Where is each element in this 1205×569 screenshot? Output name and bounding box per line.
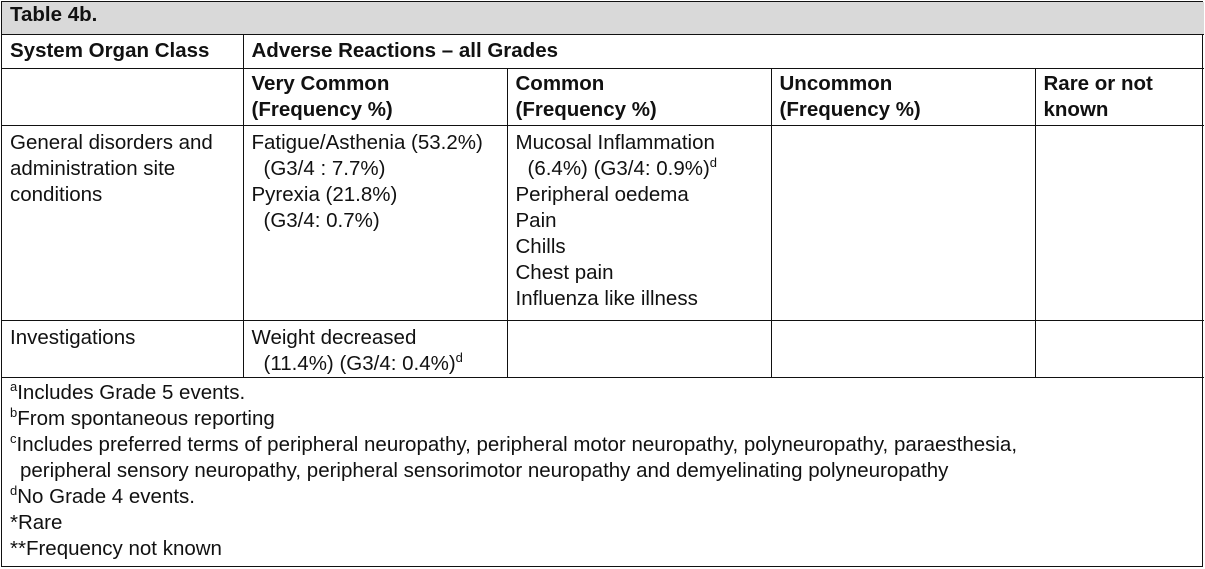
- footnotes: [2, 378, 1204, 563]
- header-rare: [1035, 69, 1204, 126]
- common-cell: [507, 321, 771, 378]
- footnote: [10, 432, 1196, 458]
- reaction-text: Mucosal Inflammation: [515, 131, 715, 154]
- footnote: [10, 406, 1196, 432]
- header-common: [507, 69, 771, 126]
- table-row: [2, 321, 1204, 378]
- reaction-text: Chest pain: [515, 261, 614, 284]
- table-title: Table 4b.: [2, 2, 1204, 35]
- footnote-continuation: [10, 458, 1196, 484]
- footnote-marker: d: [709, 155, 718, 171]
- table-row: [2, 126, 1204, 321]
- common-cell: [507, 126, 771, 321]
- footnote-text: *Rare: [10, 511, 63, 534]
- very-common-cell: [243, 321, 507, 378]
- soc-text: administration site: [10, 157, 176, 180]
- footnote-marker: b: [10, 405, 18, 421]
- very-common-cell: [243, 126, 507, 321]
- footnote-text: peripheral sensory neuropathy, peripheral sensorimotor neuropathy and demyelinating polyneuropathy: [20, 459, 949, 482]
- header-very-common-unit: (Frequency %): [251, 98, 393, 121]
- uncommon-cell: [771, 126, 1035, 321]
- reaction-text: (G3/4: 0.7%): [263, 209, 380, 232]
- header-uncommon-label: Uncommon: [779, 72, 893, 95]
- rare-cell: [1035, 126, 1204, 321]
- reaction-text: Weight decreased: [251, 326, 417, 349]
- footnote-text: No Grade 4 events.: [17, 485, 195, 508]
- reaction-text: (G3/4 : 7.7%): [263, 157, 386, 180]
- reaction-text: (6.4%) (G3/4: 0.9%): [527, 157, 710, 180]
- adverse-reactions-table-container: [1, 1, 1203, 567]
- footnote: [10, 380, 1196, 406]
- footnote-marker: c: [10, 431, 17, 447]
- header-very-common: [243, 69, 507, 126]
- reaction-text: Pain: [515, 209, 557, 232]
- footnote: [10, 510, 1196, 536]
- reaction-text: (11.4%) (G3/4: 0.4%): [263, 352, 456, 375]
- footnote-text: **Frequency not known: [10, 537, 222, 560]
- reaction-text: Fatigue/Asthenia (53.2%): [251, 131, 483, 154]
- footnote-text: Includes preferred terms of peripheral neuropathy, peripheral motor neuropathy, polyneuropathy, paraesthesia,: [16, 433, 1018, 456]
- header-common-unit: (Frequency %): [515, 98, 657, 121]
- header-uncommon-unit: (Frequency %): [779, 98, 921, 121]
- rare-cell: [1035, 321, 1204, 378]
- header-empty-cell: [2, 69, 243, 126]
- header-adverse-reactions: Adverse Reactions – all Grades: [243, 35, 1204, 69]
- header-rare-label: Rare or not: [1043, 72, 1153, 95]
- footnote: [10, 484, 1196, 510]
- adverse-reactions-table: [2, 2, 1204, 562]
- soc-general-disorders: [2, 126, 243, 321]
- footnote-marker: a: [10, 379, 18, 395]
- reaction-text: Chills: [515, 235, 566, 258]
- reaction-text-with-note: [516, 156, 763, 182]
- reaction-text: Influenza like illness: [515, 287, 698, 310]
- uncommon-cell: [771, 321, 1035, 378]
- footnote-marker: d: [455, 350, 463, 366]
- reaction-text: Peripheral oedema: [515, 183, 689, 206]
- header-uncommon: [771, 69, 1035, 126]
- footnote-text: Includes Grade 5 events.: [17, 381, 246, 404]
- header-rare-label-2: known: [1043, 98, 1109, 121]
- header-very-common-label: Very Common: [251, 72, 390, 95]
- reaction-text-with-note: [252, 351, 499, 377]
- header-common-label: Common: [515, 72, 605, 95]
- header-system-organ-class: System Organ Class: [2, 35, 243, 69]
- footnote-marker: d: [10, 483, 18, 499]
- footnote: [10, 536, 1196, 562]
- soc-text: conditions: [10, 183, 103, 206]
- footnote-text: From spontaneous reporting: [17, 407, 275, 430]
- soc-investigations: [2, 321, 243, 378]
- soc-text: Investigations: [10, 326, 136, 349]
- reaction-text: Pyrexia (21.8%): [251, 183, 398, 206]
- soc-text: General disorders and: [10, 131, 213, 154]
